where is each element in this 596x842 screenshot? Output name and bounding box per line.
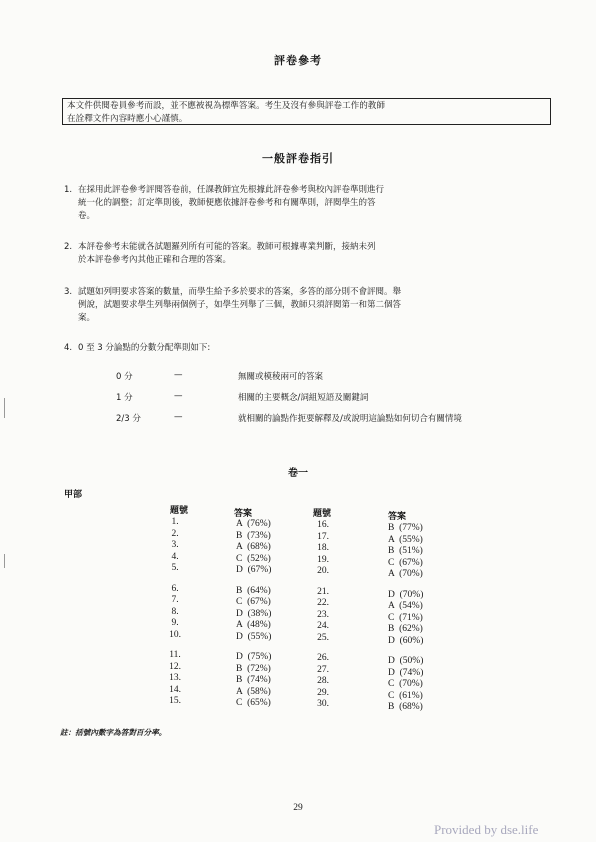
dash-separator: —	[174, 391, 183, 401]
answer-value: B (72%)	[236, 663, 271, 674]
answer-value: B (77%)	[388, 523, 423, 533]
score-description: 相關的主要概念/詞組短語及關鍵詞	[238, 393, 369, 403]
footnote: 註：括號內數字為答對百分率。	[60, 728, 167, 737]
question-number: 28.	[317, 676, 329, 686]
answer-value: B (64%)	[236, 585, 271, 596]
question-number: 9.	[171, 618, 179, 628]
guideline-line: 0 至 3 分論點的分數分配準則如下:	[78, 343, 211, 353]
question-number: 23.	[317, 609, 329, 620]
question-number: 25.	[317, 632, 329, 643]
provided-by-watermark: Provided by dse.life	[434, 822, 539, 837]
guideline-item	[64, 342, 550, 356]
answer-value: A (58%)	[236, 686, 271, 697]
answer-value: D (74%)	[388, 667, 424, 678]
answer-value: D (50%)	[388, 656, 424, 666]
question-number: 14.	[169, 684, 181, 695]
question-number: 19.	[317, 554, 329, 565]
column-header-question: 題號	[313, 509, 332, 519]
question-number: 5.	[171, 563, 179, 573]
notice-line-1: 本文件供閱卷員參考而設，並不應被視為標準答案。考生及沒有參與評卷工作的教師	[67, 101, 385, 111]
column-header-answer: 答案	[234, 509, 253, 519]
score-rule-row	[116, 391, 546, 404]
answer-value: B (51%)	[388, 546, 423, 556]
question-number: 12.	[169, 661, 181, 672]
question-number: 26.	[317, 653, 329, 663]
page-title: 評卷參考	[274, 54, 322, 67]
question-number: 6.	[171, 583, 179, 594]
answer-value: A (55%)	[388, 534, 423, 545]
question-number: 16.	[317, 520, 329, 530]
question-number: 29.	[317, 687, 329, 698]
section-label: 甲部	[64, 490, 83, 500]
answer-value: A (48%)	[236, 620, 271, 630]
paper-title: 卷一	[288, 468, 308, 479]
guideline-item	[64, 241, 550, 268]
answer-value: C (71%)	[388, 612, 423, 623]
score-description: 無關或模稜兩可的答案	[238, 372, 324, 382]
answer-value: C (67%)	[236, 597, 271, 607]
answer-value: B (73%)	[236, 530, 271, 541]
answer-value: B (74%)	[236, 675, 271, 685]
guideline-line: 卷。	[78, 211, 96, 221]
question-number: 30.	[317, 699, 329, 709]
answer-value: C (52%)	[236, 553, 271, 564]
guideline-heading: 一般評卷指引	[262, 152, 334, 165]
question-number: 22.	[317, 598, 329, 608]
question-number: 4.	[171, 551, 179, 562]
answer-value: C (61%)	[388, 690, 423, 701]
score-description: 就相關的論點作扼要解釋及/或說明這論點如何切合有關情境	[238, 414, 462, 424]
question-number: 7.	[171, 595, 179, 605]
question-number: 27.	[317, 664, 329, 675]
guideline-line: 案。	[78, 313, 96, 323]
notice-box	[62, 98, 551, 125]
answer-value: B (68%)	[388, 702, 423, 712]
score-value: 2/3 分	[116, 414, 141, 424]
answer-value: A (54%)	[388, 601, 423, 611]
question-number: 21.	[317, 586, 329, 597]
notice-line-2: 在詮釋文件內容時應小心謹慎。	[67, 114, 188, 124]
guideline-line: 在採用此評卷參考評閱答卷前，任課教師宜先根據此評卷參考與校內評卷準則進行	[78, 185, 385, 195]
score-value: 1 分	[116, 393, 133, 403]
answer-value: A (76%)	[236, 519, 271, 529]
question-number: 15.	[169, 696, 181, 706]
guideline-line: 本評卷參考未能就各試題羅列所有可能的答案。教師可根據專業判斷，接納未列	[78, 242, 376, 252]
dash-separator: —	[174, 412, 183, 422]
score-rule-row	[116, 412, 546, 425]
guideline-line: 例說，試題要求學生列舉兩個例子，如學生列舉了三個，教師只須評閱第一和第二個答	[78, 300, 402, 310]
question-number: 2.	[171, 528, 179, 539]
answer-value: C (67%)	[388, 557, 423, 568]
guideline-line: 統一化的調整；訂定準則後，教師便應依據評卷參考和有關準則，評閱學生的答	[78, 198, 376, 208]
answer-value: D (67%)	[236, 565, 272, 575]
guideline-number: 1.	[64, 185, 73, 195]
answer-value: A (70%)	[388, 569, 423, 579]
question-number: 13.	[169, 673, 181, 683]
question-number: 11.	[169, 650, 181, 660]
question-number: 10.	[169, 629, 181, 640]
guideline-line: 試題如列明要求答案的數量，而學生給予多於要求的答案，多答的部分則不會評閱。舉	[78, 287, 402, 297]
answer-value: A (68%)	[236, 542, 271, 552]
answer-value: D (75%)	[236, 652, 272, 662]
guideline-line: 於本評卷參考內其他正確和合理的答案。	[78, 255, 232, 265]
answer-value: B (62%)	[388, 624, 423, 634]
score-rule-row	[116, 370, 546, 383]
margin-mark	[4, 554, 5, 568]
question-number: 18.	[317, 543, 329, 553]
answer-value: C (65%)	[236, 698, 271, 708]
answer-value: D (70%)	[388, 589, 424, 600]
answer-value: D (60%)	[388, 635, 424, 646]
margin-mark	[4, 398, 5, 418]
guideline-number: 3.	[64, 287, 73, 297]
answer-value: D (55%)	[236, 631, 272, 642]
question-number: 1.	[171, 517, 179, 527]
question-number: 8.	[171, 606, 179, 617]
question-number: 20.	[317, 566, 329, 576]
answer-value: C (70%)	[388, 679, 423, 689]
guideline-item	[64, 184, 550, 224]
score-value: 0 分	[116, 372, 133, 382]
guideline-number: 4.	[64, 343, 73, 353]
guideline-item	[64, 286, 550, 326]
column-header-answer: 答案	[388, 512, 407, 522]
guideline-number: 2.	[64, 242, 73, 252]
column-header-question: 題號	[170, 506, 189, 516]
question-number: 17.	[317, 531, 329, 542]
question-number: 3.	[171, 540, 179, 550]
dash-separator: —	[174, 370, 183, 380]
answer-value: D (38%)	[236, 608, 272, 619]
page-number: 29	[293, 803, 303, 813]
question-number: 24.	[317, 621, 329, 631]
